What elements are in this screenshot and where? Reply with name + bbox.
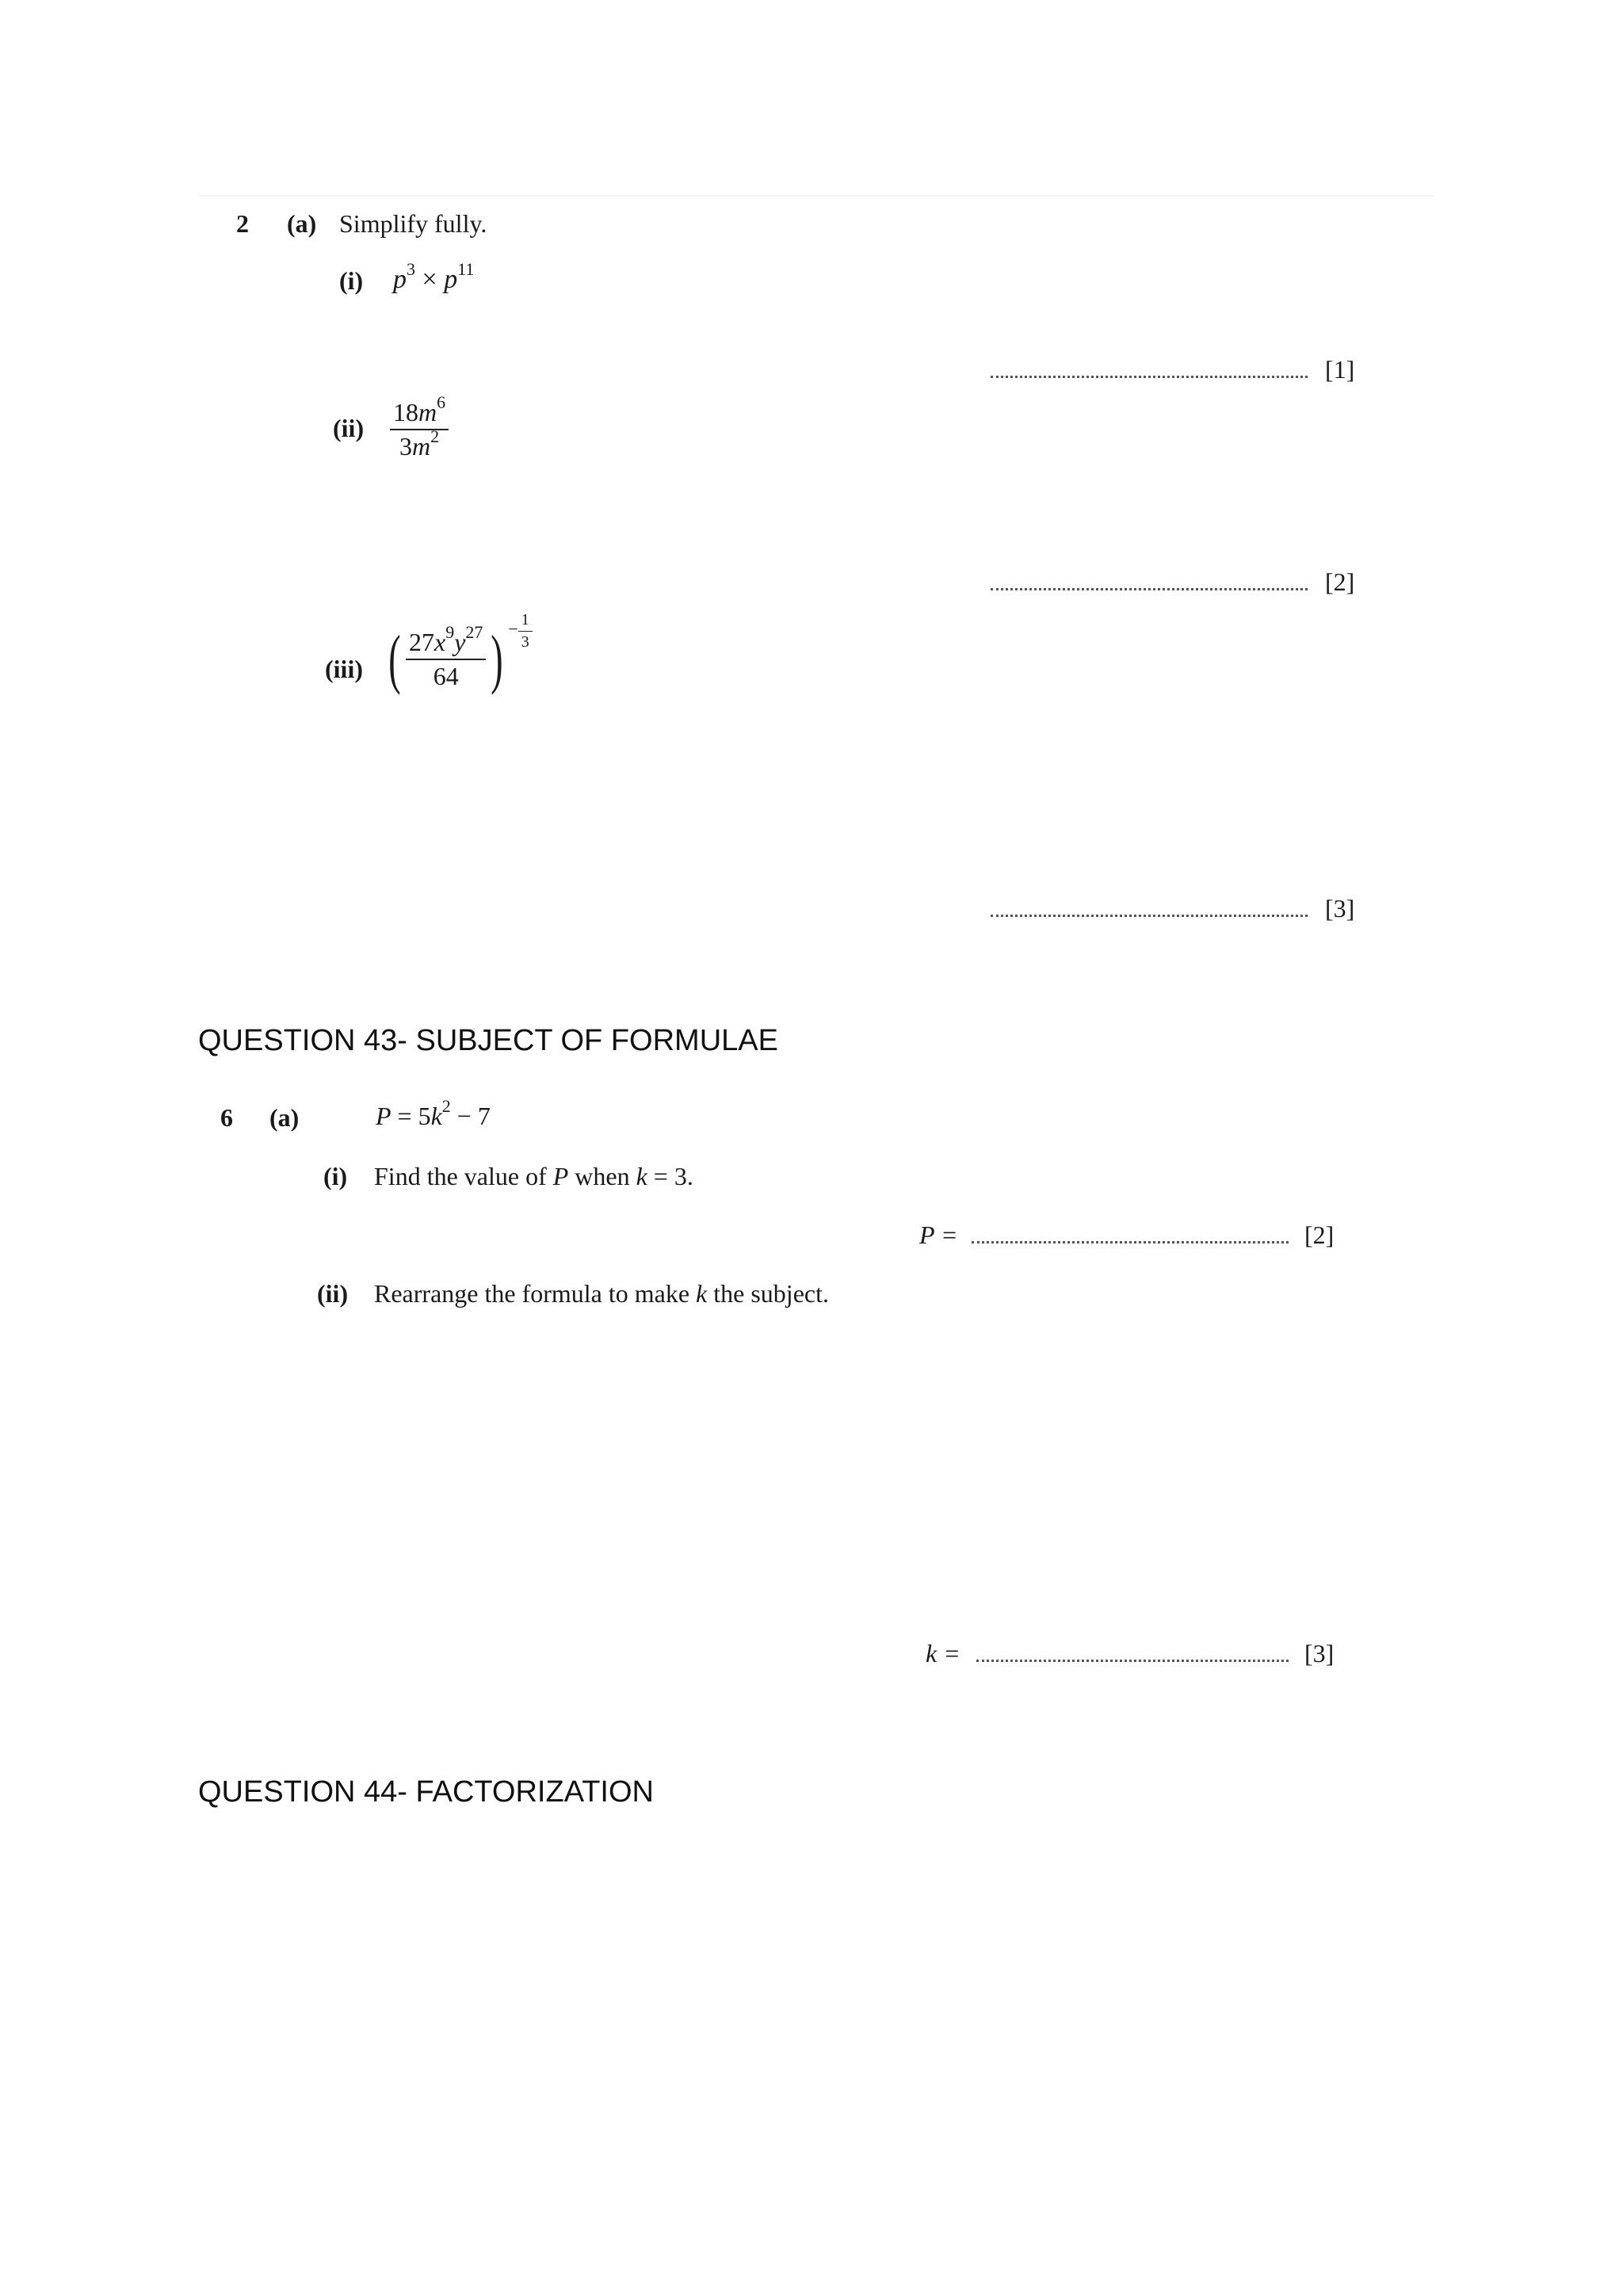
math-exponent: 3 xyxy=(407,259,415,279)
math-exponent: 6 xyxy=(437,392,446,412)
math-symbol: k xyxy=(636,1162,647,1190)
page-top-rule xyxy=(198,195,1434,197)
question-text: the subject. xyxy=(713,1279,829,1308)
answer-line[interactable] xyxy=(976,1660,1289,1662)
answer-prefix: k = xyxy=(926,1639,960,1668)
math-exponent: 2 xyxy=(441,1096,451,1116)
formula xyxy=(376,1096,491,1131)
subpart-label: (i) xyxy=(339,266,364,295)
question-number: 2 xyxy=(236,209,249,238)
math-number: 3 xyxy=(399,432,412,460)
math-symbol: p xyxy=(393,265,407,294)
open-paren: ( xyxy=(388,622,401,696)
question-text: Rearrange the formula to make xyxy=(374,1279,690,1308)
math-symbol: m xyxy=(418,398,437,426)
marks: [3] xyxy=(1304,1639,1335,1668)
math-exponent: 2 xyxy=(430,426,440,446)
math-symbol: k xyxy=(430,1102,442,1130)
question-text: when xyxy=(575,1162,630,1190)
math-symbol: k xyxy=(696,1279,708,1308)
math-number: 18 xyxy=(393,398,418,426)
math-number: 27 xyxy=(408,628,434,656)
math-operator: = xyxy=(397,1102,412,1130)
subpart-question xyxy=(374,1162,693,1191)
math-number: 1 xyxy=(518,611,533,632)
section-heading: QUESTION 44- FACTORIZATION xyxy=(198,1775,654,1809)
math-symbol: P xyxy=(552,1162,569,1190)
subpart-label: (ii) xyxy=(333,414,365,442)
math-exponent: 27 xyxy=(465,622,483,642)
marks: [2] xyxy=(1304,1221,1335,1249)
answer-prefix: P = xyxy=(919,1221,958,1249)
question-instruction: Simplify fully. xyxy=(339,209,487,238)
fraction-18m6-over-3m2 xyxy=(390,392,449,461)
marks: [3] xyxy=(1325,894,1355,923)
math-number: 64 xyxy=(433,662,459,690)
math-symbol: P xyxy=(376,1102,391,1130)
math-number: 5 xyxy=(418,1102,431,1130)
answer-line[interactable] xyxy=(991,588,1308,590)
subpart-label: (ii) xyxy=(317,1279,349,1308)
subpart-label: (i) xyxy=(323,1162,348,1190)
answer-line[interactable] xyxy=(991,376,1308,378)
question-text: = 3. xyxy=(653,1162,693,1190)
close-paren: ) xyxy=(491,622,504,696)
part-label: (a) xyxy=(269,1103,300,1132)
marks: [1] xyxy=(1325,355,1355,384)
subpart-question xyxy=(374,1279,829,1308)
expression-p3-times-p11 xyxy=(393,259,475,295)
answer-line[interactable] xyxy=(991,915,1308,917)
math-symbol: m xyxy=(412,432,431,460)
subpart-label: (iii) xyxy=(325,655,363,683)
math-symbol: p xyxy=(444,265,458,294)
marks: [2] xyxy=(1325,567,1355,596)
question-number: 6 xyxy=(220,1103,233,1132)
math-symbol: x xyxy=(433,628,446,656)
part-label: (a) xyxy=(287,209,317,238)
section-heading: QUESTION 43- SUBJECT OF FORMULAE xyxy=(198,1024,778,1057)
math-operator: × xyxy=(422,265,437,294)
answer-line[interactable] xyxy=(972,1241,1289,1244)
math-operator: − xyxy=(508,619,518,640)
outer-exponent xyxy=(508,610,532,651)
math-term: − 7 xyxy=(456,1102,491,1130)
question-text: Find the value of xyxy=(374,1162,547,1190)
math-exponent: 11 xyxy=(457,259,475,279)
math-symbol: y xyxy=(454,628,466,656)
expression-power-of-fraction xyxy=(384,610,533,696)
math-exponent: 9 xyxy=(445,622,455,642)
math-number: 3 xyxy=(521,632,529,651)
